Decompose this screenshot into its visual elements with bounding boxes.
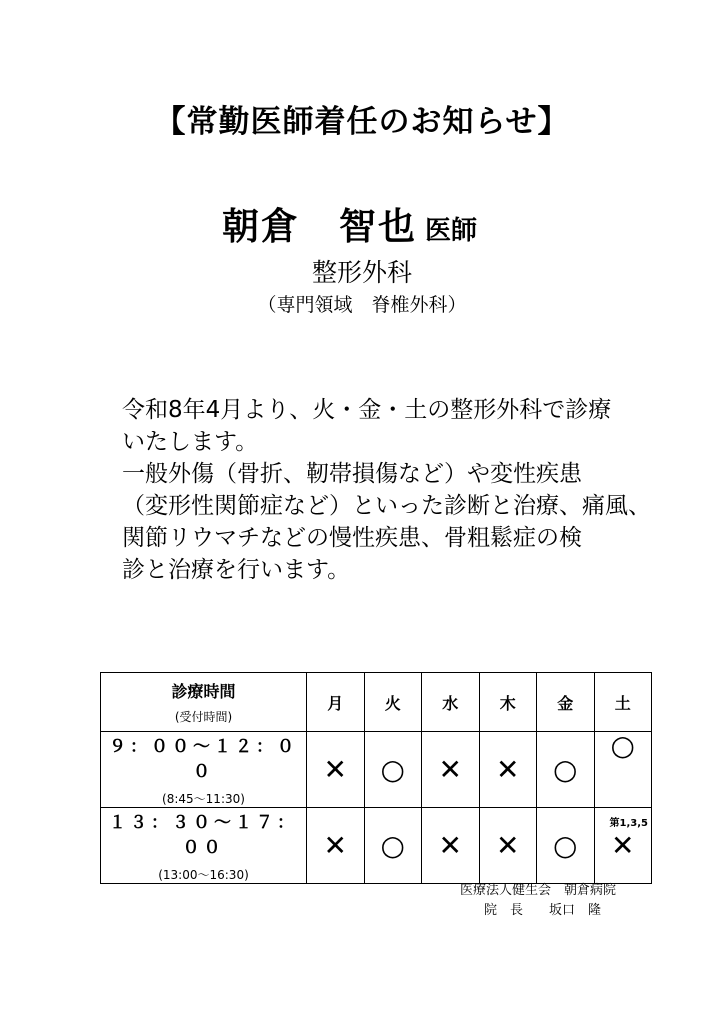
closed-mark: ✕ — [323, 828, 347, 862]
day-header-sat: 土 — [594, 673, 652, 732]
time-cell — [101, 808, 307, 884]
status-cell — [479, 808, 537, 884]
consult-time: ９：００～１２：００ — [109, 737, 298, 782]
schedule-row-afternoon — [101, 808, 652, 884]
department: 整形外科 — [311, 258, 412, 287]
director-line: 院 長 坂口 隆 — [484, 903, 602, 918]
notice-title: 【常勤医師着任のお知らせ】 — [154, 104, 570, 140]
status-cell — [422, 732, 480, 808]
doctor-honorific: 医師 — [425, 216, 478, 246]
status-cell — [422, 808, 480, 884]
status-cell — [537, 732, 595, 808]
consult-time: １３：３０～１７：００ — [109, 813, 298, 858]
saturday-weeks-note: 第1,3,5 — [609, 818, 648, 829]
closed-mark: ✕ — [438, 752, 462, 786]
hours-header-cell — [101, 673, 307, 732]
open-mark: ○ — [553, 752, 578, 786]
status-cell — [537, 808, 595, 884]
day-header-fri: 金 — [537, 673, 595, 732]
closed-mark: ✕ — [496, 828, 520, 862]
status-cell — [594, 729, 652, 829]
day-header-tue: 火 — [364, 673, 422, 732]
open-mark: ○ — [380, 828, 405, 862]
signature-block — [460, 881, 616, 921]
status-cell — [364, 732, 422, 808]
status-cell — [364, 808, 422, 884]
closed-mark: ✕ — [496, 752, 520, 786]
notice-line: 一般外傷（骨折、靭帯損傷など）や変性疾患 — [122, 461, 582, 487]
reception-header: (受付時間) — [174, 710, 233, 724]
open-mark: ○ — [610, 729, 635, 762]
day-header-wed: 水 — [422, 673, 480, 732]
saturday-cell — [595, 729, 652, 829]
closed-mark: ✕ — [438, 828, 462, 862]
schedule-header-row — [101, 673, 652, 732]
hours-header: 診療時間 — [171, 682, 236, 701]
schedule-table — [100, 672, 652, 884]
hospital-org: 医療法人健生会 朝倉病院 — [460, 883, 617, 898]
schedule-row-morning — [101, 732, 652, 808]
status-cell — [307, 732, 365, 808]
day-header-mon: 月 — [307, 673, 365, 732]
notice-line: 診と治療を行います。 — [122, 557, 351, 583]
closed-mark: ✕ — [611, 828, 635, 862]
doctor-name: 朝倉 智也 — [222, 205, 417, 248]
open-mark: ○ — [380, 752, 405, 786]
notice-line: 令和8年4月より、火・金・土の整形外科で診療 — [122, 397, 612, 423]
specialty: （専門領域 脊椎外科） — [257, 294, 467, 316]
status-cell — [307, 808, 365, 884]
doctor-name-block — [222, 196, 477, 250]
notice-line: いたします。 — [122, 429, 259, 455]
day-header-thu: 木 — [479, 673, 537, 732]
reception-time: (8:45～11:30) — [162, 792, 245, 806]
notice-line: 関節リウマチなどの慢性疾患、骨粗鬆症の検 — [122, 525, 582, 551]
open-mark: ○ — [553, 828, 578, 862]
time-cell — [101, 732, 307, 808]
notice-body — [122, 394, 682, 586]
closed-mark: ✕ — [323, 752, 347, 786]
reception-time: (13:00～16:30) — [158, 868, 249, 882]
notice-line: （変形性関節症など）といった診断と治療、痛風、 — [122, 493, 651, 519]
status-cell — [479, 732, 537, 808]
